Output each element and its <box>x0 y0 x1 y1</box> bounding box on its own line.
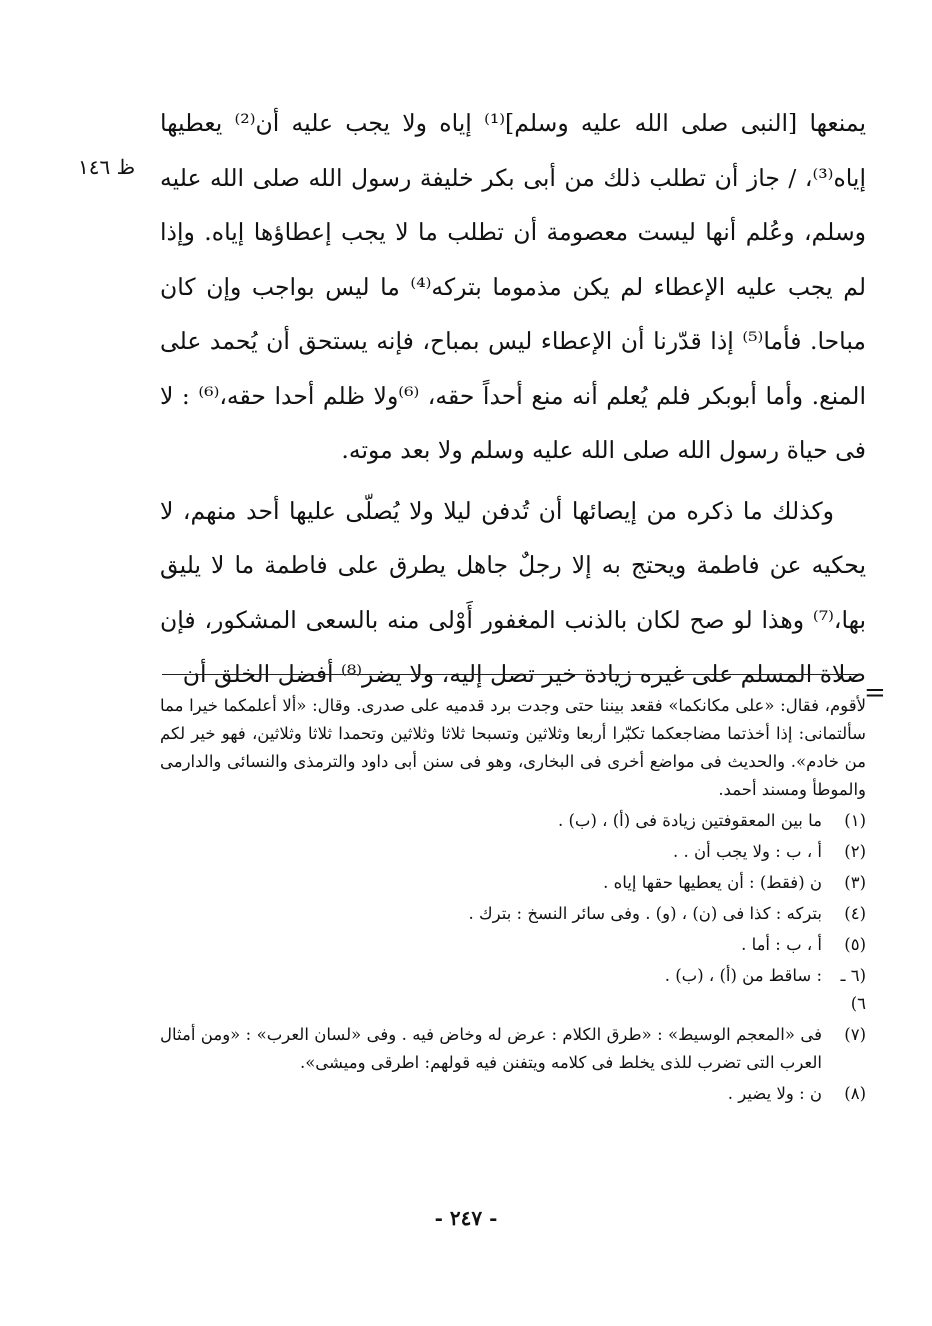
page-number: - ٢٤٧ - <box>434 1206 498 1230</box>
footnote-number: (٧) <box>844 1025 866 1044</box>
paragraph-2: وكذلك ما ذكره من إيصائها أن تُدفن ليلا ولا يُصلّى عليها أحد منهم، لا يحكيه عن فاطمة ويحتج به إلا رجلٌ جاهل يطرق على فاطمة ما لا يليق بها،⁽⁷⁾ وهذا لو صح لكان بالذنب المغفور أَوْلى منه بالسعى المشكور، فإن صلاة المسلم على غيره زيادة خير تصل إليه، ولا يضر⁽⁸⁾ أفضل الخلق أن <box>160 496 866 688</box>
footnote-text: بتركه : كذا فى (ن) ، (و) . وفى سائر النسخ : بترك . <box>468 904 822 923</box>
footnote-4 <box>160 900 866 928</box>
folio-margin-note: ظ ١٤٦ <box>78 155 136 179</box>
paragraph-1: يمنعها [النبى صلى الله عليه وسلم]⁽¹⁾ إياه ولا يجب عليه أن⁽²⁾ يعطيها إياه⁽³⁾، / جاز أن تطلب ذلك من أبى بكر خليفة رسول الله صلى الله عليه وسلم، وعُلم أنها ليست معصومة أن تطلب ما لا يجب إعطاؤها إياه. وإذا لم يجب عليه الإعطاء لم يكن مذموما بتركه⁽⁴⁾ ما ليس بواجب وإن كان مباحا. فأما⁽⁵⁾ إذا قدّرنا أن الإعطاء ليس بمباح، فإنه يستحق أن يُحمد على المنع. وأما أبوبكر فلم يُعلم أنه منع أحداً حقه، ⁽⁶⁾ولا ظلم أحدا حقه،⁽⁶⁾ : لا فى حياة رسول الله صلى الله عليه وسلم ولا بعد موته. <box>160 109 866 464</box>
footnote-3 <box>160 869 866 897</box>
footnote-1 <box>160 807 866 835</box>
footnote-number: (٨) <box>844 1084 866 1103</box>
footnote-7 <box>160 1021 866 1077</box>
footnote-number: (١) <box>844 811 866 830</box>
footnote-separator <box>162 674 862 675</box>
footnote-6 <box>160 962 866 1018</box>
footnote-8 <box>160 1080 866 1108</box>
footnote-number: (٥) <box>844 935 866 954</box>
footnote-text: فى «المعجم الوسيط» : «طرق الكلام : عرض له وخاض فيه . وفى «لسان العرب» : «ومن أمثال العرب التى تضرب للذى يخلط فى كلامه ويتفنن فيه قولهم: اطرقى وميشى». <box>160 1025 822 1072</box>
footnote-number: (٤) <box>844 904 866 923</box>
footnotes <box>160 692 866 1108</box>
footnote-number: (٢) <box>844 842 866 861</box>
main-text <box>160 96 866 702</box>
footnote-5 <box>160 931 866 959</box>
footnote-continued <box>160 692 866 804</box>
footnote-text: أ ، ب : أما . <box>741 935 822 954</box>
footnote-continued-text: لأقوم، فقال: «على مكانكما» فقعد بيننا حتى وجدت برد قدميه على صدرى. وقال: «ألا أعلمكما خيرا مما سألتمانى: إذا أخذتما مضاجعكما تكبّرا أربعا وثلاثين وتسبحا ثلاثا وثلاثين وتحمدا ثلاثا وثلاثين، فهو خير لكم من خادم». والحديث فى مواضع أخرى فى البخارى، وهو فى سنن أبى داود والترمذى والنسائى والدارمى والموطأ ومسند أحمد. <box>160 696 866 799</box>
footnote-text: ن (فقط) : أن يعطيها حقها إياه . <box>603 873 822 892</box>
footnote-text: ن : ولا يضير . <box>727 1084 822 1103</box>
footnote-2 <box>160 838 866 866</box>
footnote-number: (٦ ـ ٦) <box>840 966 866 1013</box>
footnote-text: أ ، ب : ولا يجب أن . . <box>673 842 822 861</box>
footnote-number: (٣) <box>844 873 866 892</box>
footnote-text: ما بين المعقوفتين زيادة فى (أ) ، (ب) . <box>558 811 822 830</box>
continuation-mark: = <box>864 678 886 708</box>
footnote-text: : ساقط من (أ) ، (ب) . <box>664 966 822 985</box>
